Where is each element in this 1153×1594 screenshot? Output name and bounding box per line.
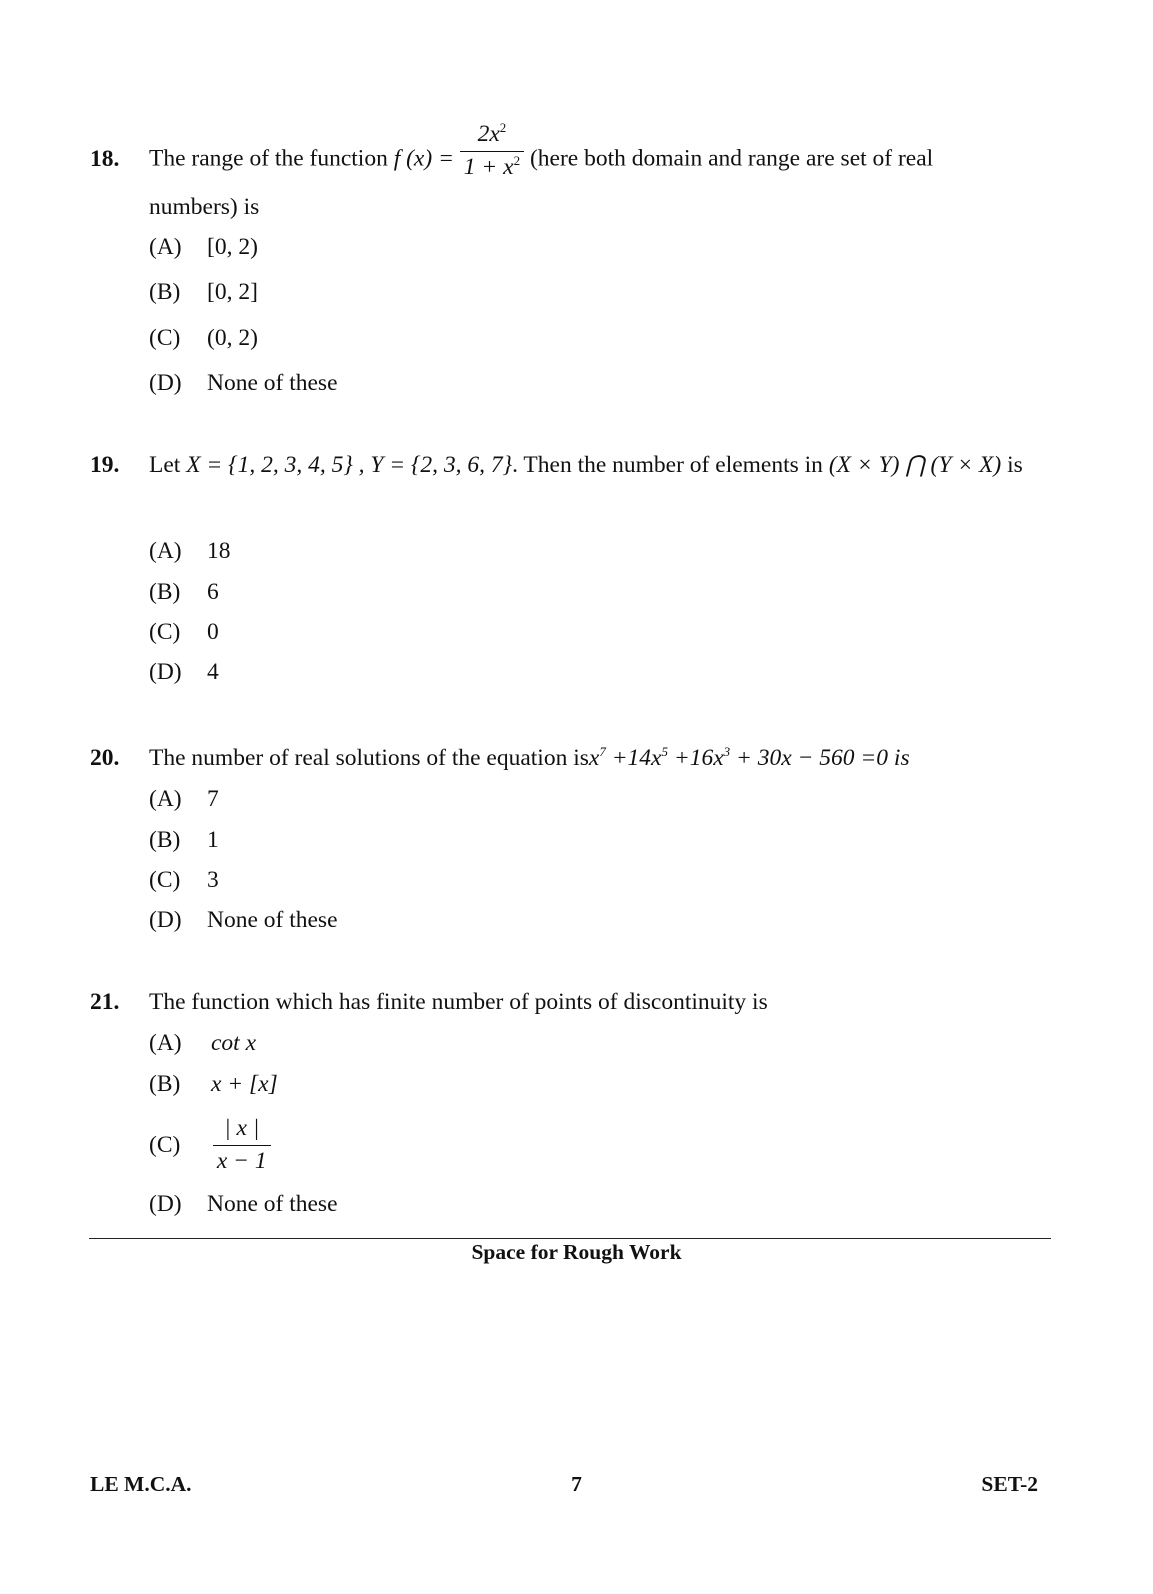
option-d[interactable]: (D) None of these <box>149 907 338 933</box>
question-21-stem <box>90 988 1050 1016</box>
question-text: The function which has finite number of points of discontinuity is <box>149 989 768 1015</box>
option-a[interactable]: (A) 7 <box>149 786 219 812</box>
question-20-stem <box>90 744 1050 772</box>
rough-work-heading: Space for Rough Work <box>471 1240 682 1264</box>
question-number: 18. <box>90 146 120 172</box>
option-c[interactable]: (C) (0, 2) <box>149 325 258 351</box>
fraction-numerator: 2x <box>477 121 500 147</box>
option-text: 3 <box>207 867 219 893</box>
option-text: 6 <box>207 579 219 605</box>
option-a[interactable]: (A) 18 <box>149 538 231 564</box>
option-c[interactable]: (C) 0 <box>149 619 219 645</box>
option-text: None of these <box>207 370 338 396</box>
option-text: 0 <box>207 619 219 645</box>
question-text-end: is <box>1007 452 1023 478</box>
equation: $x^7 +14x^5 +16x^3 + 30x - 560 =0$ is <box>588 744 910 771</box>
footer-right: SET-2 <box>981 1472 1038 1496</box>
question-number: 20. <box>90 745 120 771</box>
option-text: 4 <box>207 659 219 685</box>
function-notation: f (x) = <box>393 145 454 172</box>
footer-left: LE M.C.A. <box>90 1472 192 1496</box>
option-text: 1 <box>207 827 219 853</box>
option-d[interactable]: (D) None of these <box>149 1191 338 1217</box>
question-19 <box>90 451 1050 685</box>
question-text-line2: numbers) is <box>149 194 260 220</box>
set-expression: (X × Y) ⋂ (Y × X) <box>828 452 1002 478</box>
fraction-numerator: | x | <box>213 1116 271 1146</box>
fraction-denominator: x − 1 <box>216 1147 267 1174</box>
option-text: x + [x] <box>211 1071 278 1097</box>
option-a[interactable]: (A) [0, 2) <box>149 234 258 260</box>
option-text: [0, 2] <box>207 279 258 305</box>
set-x: X = {1, 2, 3, 4, 5} , <box>186 452 365 478</box>
function-fraction <box>460 122 524 181</box>
question-text-continued: (here both domain and range are set of real <box>529 145 934 172</box>
option-text: None of these <box>207 1191 338 1217</box>
option-b[interactable]: (B) [0, 2] <box>149 279 258 305</box>
question-text: The range of the function <box>149 145 388 172</box>
question-19-stem <box>90 451 1050 479</box>
option-d[interactable]: (D) None of these <box>149 370 338 396</box>
question-text: The number of real solutions of the equation is <box>149 745 589 771</box>
page-number: 7 <box>571 1472 582 1496</box>
question-21 <box>90 988 1050 1217</box>
option-b[interactable]: (B) 1 <box>149 827 219 853</box>
option-b[interactable]: (B) 6 <box>149 579 219 605</box>
option-text: cot x <box>211 1030 257 1056</box>
option-text: [0, 2) <box>207 234 258 260</box>
question-number: 21. <box>90 989 120 1015</box>
option-b[interactable]: (B) x + [x] <box>149 1071 278 1097</box>
option-a[interactable]: (A) cot x <box>149 1030 257 1056</box>
option-c[interactable]: (C) 3 <box>149 867 219 893</box>
set-y: Y = {2, 3, 6, 7} <box>370 452 513 478</box>
question-20 <box>90 744 1050 933</box>
option-fraction <box>213 1116 271 1175</box>
question-text: . Then the number of elements in <box>512 452 823 478</box>
divider <box>89 1238 1051 1239</box>
let-text: Let <box>149 452 181 478</box>
question-18 <box>90 120 1050 396</box>
fraction-denominator: 1 + x <box>463 153 514 180</box>
denominator-exponent: 2 <box>513 152 521 168</box>
option-text: 18 <box>207 538 231 564</box>
option-d[interactable]: (D) 4 <box>149 659 219 685</box>
option-c[interactable]: (C) $\frac{| x |}{x - 1}$ <box>149 1116 271 1175</box>
option-text: None of these <box>207 907 338 933</box>
question-number: 19. <box>90 452 120 478</box>
option-text: (0, 2) <box>207 325 258 351</box>
question-18-stem <box>90 120 1050 181</box>
option-text: 7 <box>207 786 219 812</box>
numerator-exponent: 2 <box>499 120 507 135</box>
